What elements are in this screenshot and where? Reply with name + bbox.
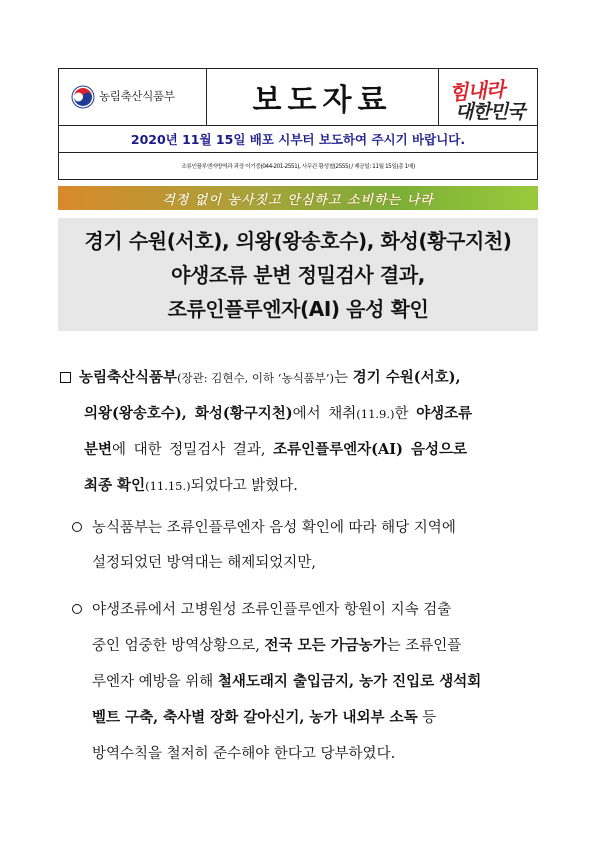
text-span: 분변 (84, 441, 113, 458)
paragraph-line (84, 404, 472, 424)
paragraph-line (92, 744, 395, 764)
text-span: 농림축산식품부 (79, 369, 178, 386)
text-span: 농식품부는 조류인플루엔자 음성 확인에 따라 해당 지역에 (92, 520, 456, 536)
paragraph-line (92, 636, 461, 656)
press-release-title: 보도자료 (252, 83, 393, 118)
slogan-line-2: 대한민국 (455, 101, 525, 123)
headline-box (58, 218, 538, 331)
headline-line-3: 조류인플루엔자(AI) 음성 확인 (167, 296, 429, 321)
text-span: 등 (417, 710, 437, 726)
press-release-title-cell (207, 69, 439, 125)
text-span: 조류인플루엔자(AI) 음성으로 (273, 441, 468, 458)
slogan-line-1: 힘내라 (448, 77, 505, 105)
text-span: 설정되었던 방역대는 해제되었지만, (92, 555, 316, 571)
ministry-name: 농림축산식품부 (99, 89, 175, 103)
slogan-banner (58, 186, 538, 210)
paragraph-line (84, 476, 298, 496)
paragraph-line (92, 553, 316, 573)
text-span: 중인 엄중한 방역상황으로, (92, 638, 265, 654)
text-span: 에서 채취 (292, 406, 357, 422)
paragraph-line (72, 600, 451, 620)
text-span: 방역수칙을 철저히 준수해야 한다고 당부하였다. (92, 746, 396, 762)
square-bullet-icon (60, 372, 71, 383)
circle-bullet-icon (72, 604, 82, 614)
ministry-logo (59, 69, 207, 125)
paragraph-line (60, 368, 461, 388)
text-span: 전국 모든 가금농가 (264, 637, 387, 654)
paragraph-line (92, 672, 481, 692)
paragraph-line (84, 440, 467, 460)
text-span: 야생조류 (416, 405, 473, 422)
text-span: 철새도래지 출입금지, 농가 진입로 생석회 (217, 673, 482, 690)
text-span: (장관: 김현수, 이하 ‘농식품부’) (177, 371, 335, 385)
text-span: 에 대한 정밀검사 결과, (112, 442, 274, 458)
contact-info: 조류인플루엔자방역과 과장 이기중(044-201-2551), 사무관 황성철(2555) / 제공일: 11월 15일(총 1매) (181, 164, 415, 170)
text-span: 루엔자 예방을 위해 (92, 674, 218, 690)
text-span: 되었다고 밝혔다. (190, 478, 298, 494)
headline-line-1: 경기 수원(서호), 의왕(왕송호수), 화성(황구지천) (84, 228, 512, 253)
header-top-row (59, 69, 537, 126)
release-notice: 2020년 11월 15일 배포 시부터 보도하여 주시기 바랍니다. (59, 125, 537, 153)
circle-bullet-icon (72, 522, 82, 532)
campaign-slogan-logo (439, 69, 537, 125)
text-span: 는 조류인플 (386, 638, 462, 654)
text-span: 벨트 구축, 축사별 장화 갈아신기, 농가 내외부 소독 (92, 709, 418, 726)
text-span: 는 (334, 370, 353, 386)
text-span: 최종 확인 (84, 477, 146, 494)
paragraph-line (72, 518, 456, 538)
press-header (58, 68, 538, 180)
text-span: (11.15.) (145, 479, 191, 493)
headline-line-2: 야생조류 분변 정밀검사 결과, (171, 262, 425, 287)
text-span: (11.9.) (356, 407, 395, 421)
text-span: 경기 수원(서호), (352, 369, 461, 386)
paragraph-line (92, 708, 436, 728)
text-span: 야생조류에서 고병원성 조류인플루엔자 항원이 지속 검출 (92, 602, 452, 618)
taegeuk-emblem-icon (71, 85, 95, 109)
text-span: 의왕(왕송호수), 화성(황구지천) (84, 405, 293, 422)
text-span: 한 (394, 406, 417, 422)
banner-text: 걱정 없이 농사짓고 안심하고 소비하는 나라 (162, 192, 434, 208)
